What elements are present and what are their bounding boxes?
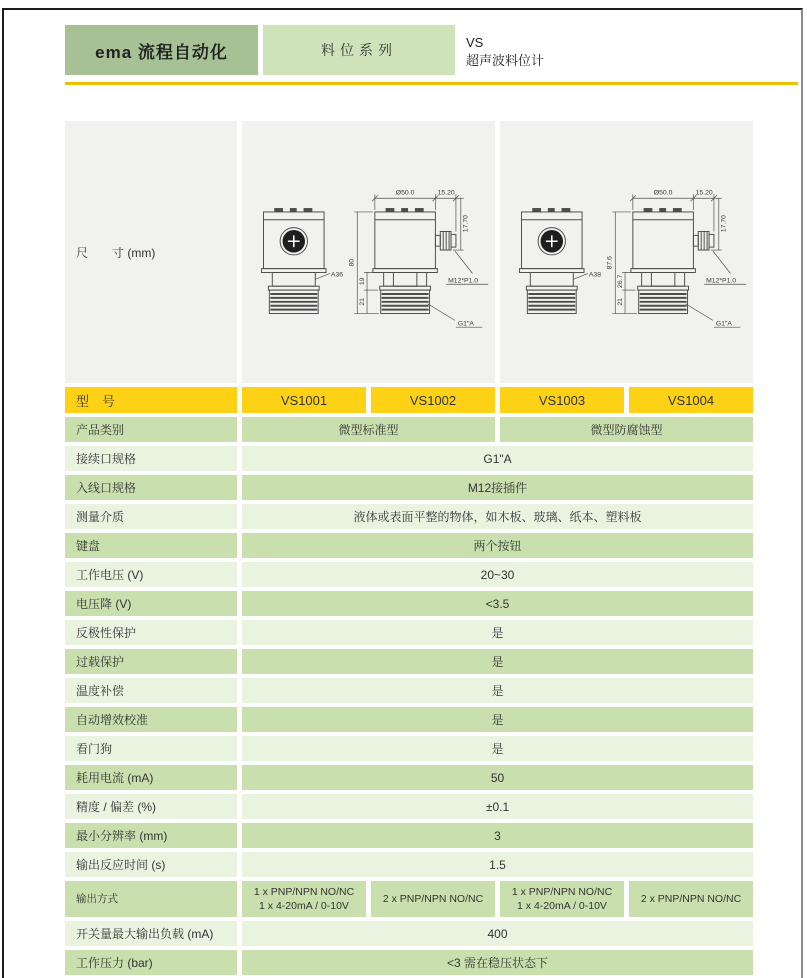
model-vs1003: VS1003 <box>500 387 624 413</box>
table-row-media <box>65 504 753 529</box>
output-vs1004 <box>629 881 753 917</box>
output-vs1003 <box>500 881 624 917</box>
output-line1: 1 x PNP/NPN NO/NC <box>511 885 613 898</box>
output-line2: 1 x 4-20mA / 0-10V <box>517 900 607 912</box>
table-row-accuracy <box>65 794 753 819</box>
header-gold-rule <box>65 82 798 85</box>
row-label: 耗用电流 (mA) <box>65 765 237 790</box>
row-value: 两个按钮 <box>242 533 753 558</box>
table-row-current-consumption <box>65 765 753 790</box>
row-value: 液体或表面平整的物体，如木板、玻璃、纸本、塑料板 <box>242 504 753 529</box>
output-line1: 2 x PNP/NPN NO/NC <box>382 892 484 905</box>
table-row-category <box>65 417 753 442</box>
row-label: 反极性保护 <box>65 620 237 645</box>
row-value: <3.5 <box>242 591 753 616</box>
dimension-drawing-cell-anticorrosive <box>500 121 753 383</box>
row-label: 看门狗 <box>65 736 237 761</box>
product-line: VS <box>466 35 484 50</box>
row-value: 50 <box>242 765 753 790</box>
category-anticorrosive: 微型防腐蚀型 <box>500 417 753 442</box>
side-view <box>348 189 488 327</box>
table-row-response-time <box>65 852 753 877</box>
dim-height: 80 <box>348 258 356 267</box>
row-value: ±0.1 <box>242 794 753 819</box>
row-value: 400 <box>242 921 753 946</box>
row-label: 最小分辨率 (mm) <box>65 823 237 848</box>
dim-thread: 21 <box>617 298 625 306</box>
spec-table <box>65 121 753 975</box>
category-standard: 微型标准型 <box>242 417 495 442</box>
dimension-drawing-anticorrosive <box>503 126 750 378</box>
table-row-watchdog <box>65 736 753 761</box>
row-value: M12接插件 <box>242 475 753 500</box>
output-line1: 1 x PNP/NPN NO/NC <box>253 885 355 898</box>
row-value: 1.5 <box>242 852 753 877</box>
output-line1: 2 x PNP/NPN NO/NC <box>640 892 742 905</box>
dim-neck: 26.7 <box>617 274 625 288</box>
dim-connector-length: 15.20 <box>695 189 713 197</box>
row-label-model: 型 号 <box>65 387 237 413</box>
dim-connector-height: 17.70 <box>720 215 728 233</box>
row-value: 是 <box>242 649 753 674</box>
dim-height: 87.6 <box>606 256 614 270</box>
row-value: 是 <box>242 707 753 732</box>
header <box>65 25 798 75</box>
table-row-model <box>65 387 753 413</box>
table-row-reverse-polarity <box>65 620 753 645</box>
front-label: A38 <box>588 271 602 279</box>
table-row-temperature-compensation <box>65 678 753 703</box>
dim-neck: 19 <box>359 277 367 286</box>
brand-logo-box <box>65 25 258 75</box>
row-label: 工作压力 (bar) <box>65 950 237 975</box>
side-view <box>606 189 746 327</box>
row-label: 开关量最大输出负载 (mA) <box>65 921 237 946</box>
table-row-dimensions <box>65 121 753 383</box>
table-row-process-connection <box>65 446 753 471</box>
front-label: A36 <box>330 271 344 279</box>
model-vs1002: VS1002 <box>371 387 495 413</box>
row-value: 是 <box>242 620 753 645</box>
row-label: 测量介质 <box>65 504 237 529</box>
front-view <box>520 208 602 313</box>
table-row-keypad <box>65 533 753 558</box>
row-value: 是 <box>242 678 753 703</box>
connector-label: M12*P1.0 <box>448 277 479 285</box>
front-view <box>262 208 344 313</box>
row-label: 自动增效校准 <box>65 707 237 732</box>
dim-connector-height: 17.70 <box>462 215 470 233</box>
table-row-resolution <box>65 823 753 848</box>
row-label: 入线口规格 <box>65 475 237 500</box>
row-label-output: 输出方式 <box>65 881 237 917</box>
row-value: G1"A <box>242 446 753 471</box>
row-value: 20~30 <box>242 562 753 587</box>
row-label: 工作电压 (V) <box>65 562 237 587</box>
table-row-operating-voltage <box>65 562 753 587</box>
brand-text: ema 流程自动化 <box>95 42 228 62</box>
model-vs1004: VS1004 <box>629 387 753 413</box>
dim-width: Ø50.0 <box>395 189 415 197</box>
row-value: 3 <box>242 823 753 848</box>
dimension-drawing-cell-standard <box>242 121 495 383</box>
product-title-block <box>466 25 544 75</box>
row-label-dimensions: 尺 寸 (mm) <box>65 121 237 383</box>
model-vs1001: VS1001 <box>242 387 366 413</box>
connector-label: M12*P1.0 <box>706 277 737 285</box>
output-vs1001 <box>242 881 366 917</box>
table-row-cable-entry <box>65 475 753 500</box>
product-name: 超声波料位计 <box>466 52 545 68</box>
series-text: 料位系列 <box>321 42 397 58</box>
table-row-auto-gain-calibration <box>65 707 753 732</box>
dim-connector-length: 15.20 <box>437 189 455 197</box>
table-row-overload-protection <box>65 649 753 674</box>
row-label-category: 产品类别 <box>65 417 237 442</box>
table-row-voltage-drop <box>65 591 753 616</box>
dim-width: Ø50.0 <box>653 189 673 197</box>
series-box <box>263 25 455 75</box>
table-row-working-pressure <box>65 950 753 975</box>
row-value: <3 需在稳压状态下 <box>242 950 753 975</box>
row-label: 接续口规格 <box>65 446 237 471</box>
row-label: 温度补偿 <box>65 678 237 703</box>
page-content <box>65 25 798 978</box>
output-vs1002 <box>371 881 495 917</box>
thread-label: G1"A <box>457 320 474 328</box>
row-label: 键盘 <box>65 533 237 558</box>
dim-thread: 21 <box>359 298 367 306</box>
thread-label: G1"A <box>715 320 732 328</box>
row-label: 过载保护 <box>65 649 237 674</box>
table-row-output-mode <box>65 881 753 917</box>
dimension-drawing-standard <box>245 126 492 378</box>
row-label: 精度 / 偏差 (%) <box>65 794 237 819</box>
row-label: 电压降 (V) <box>65 591 237 616</box>
table-row-max-switching-load <box>65 921 753 946</box>
output-line2: 1 x 4-20mA / 0-10V <box>259 900 349 912</box>
row-label: 输出反应时间 (s) <box>65 852 237 877</box>
row-value: 是 <box>242 736 753 761</box>
